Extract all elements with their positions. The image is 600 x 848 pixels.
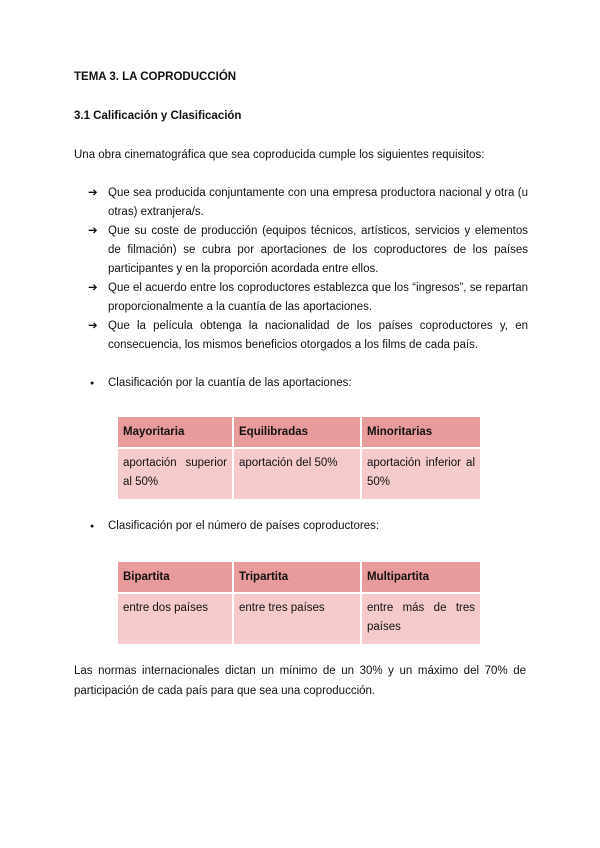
bullet-icon: ●	[90, 523, 95, 530]
requirement-text: Que su coste de producción (equipos técnicos, artísticos, servicios y elementos de filmación) se cubra por aportaciones de los coproductores de los países participantes y en la proporción acordada entre ellos.	[108, 225, 528, 275]
list-item	[88, 184, 528, 222]
list-item	[88, 222, 528, 279]
table-row	[118, 449, 480, 499]
table-header-cell: Equilibradas	[234, 417, 360, 447]
contribution-table	[116, 415, 482, 501]
table-header-cell: Multipartita	[362, 562, 480, 592]
intro-paragraph: Una obra cinematográfica que sea coproducida cumple los siguientes requisitos:	[74, 149, 485, 161]
table-cell: aportación del 50%	[234, 449, 360, 499]
countries-table	[116, 560, 482, 646]
arrow-icon: ➔	[88, 320, 98, 332]
contribution-classification-label	[90, 377, 352, 391]
table-cell: entre más de tres países	[362, 594, 480, 644]
arrow-icon: ➔	[88, 282, 98, 294]
table-header-cell: Mayoritaria	[118, 417, 232, 447]
table-header-cell: Bipartita	[118, 562, 232, 592]
requirement-text: Que el acuerdo entre los coproductores establezca que los “ingresos”, se repartan proporcionalmente a la cuantía de las aportaciones.	[108, 282, 528, 313]
countries-classification-label	[90, 520, 379, 534]
bullet-text: Clasificación por la cuantía de las aportaciones:	[108, 377, 352, 389]
table-header-cell: Tripartita	[234, 562, 360, 592]
arrow-icon: ➔	[88, 187, 98, 199]
bullet-text: Clasificación por el número de países coproductores:	[108, 520, 380, 532]
requirements-list	[88, 184, 528, 355]
requirement-text: Que la película obtenga la nacionalidad de los países coproductores y, en consecuencia, los mismos beneficios otorgados a los films de cada país.	[108, 320, 528, 351]
table-row	[118, 594, 480, 644]
table-header-row	[118, 562, 480, 592]
table-cell: entre tres países	[234, 594, 360, 644]
list-item	[88, 317, 528, 355]
topic-title: TEMA 3. LA COPRODUCCIÓN	[74, 71, 237, 83]
closing-paragraph: Las normas internacionales dictan un mínimo de un 30% y un máximo del 70% de participación de cada país para que sea una coproducción.	[74, 665, 526, 697]
list-item	[88, 279, 528, 317]
requirement-text: Que sea producida conjuntamente con una empresa productora nacional y otra (u otras) extranjera/s.	[108, 187, 528, 218]
arrow-icon: ➔	[88, 225, 98, 237]
table-cell: aportación inferior al 50%	[362, 449, 480, 499]
bullet-icon: ●	[90, 380, 95, 387]
table-cell: aportación superior al 50%	[118, 449, 232, 499]
section-title: 3.1 Calificación y Clasificación	[74, 110, 242, 122]
table-header-cell: Minoritarias	[362, 417, 480, 447]
table-cell: entre dos países	[118, 594, 232, 644]
table-header-row	[118, 417, 480, 447]
